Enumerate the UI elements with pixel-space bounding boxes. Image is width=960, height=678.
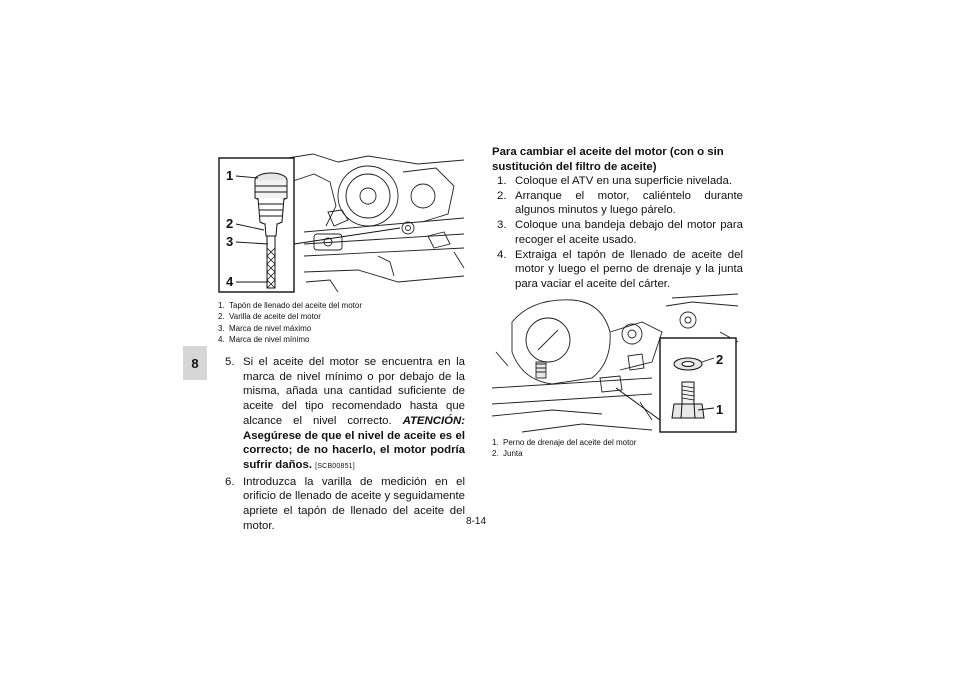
caption-item: 2. Varilla de aceite del motor xyxy=(218,312,321,322)
attention-text: Asegúrese de que el nivel de aceite es el correcto; de no hacerlo, el motor podría sufrir daños. xyxy=(243,429,465,471)
figure1-captions xyxy=(218,300,468,345)
callout-2: 2 xyxy=(716,352,724,367)
caption-item: 1. Perno de drenaje del aceite del motor xyxy=(492,438,637,447)
callout-1: 1 xyxy=(716,402,724,417)
attention-label: ATENCIÓN: xyxy=(402,414,466,427)
page-number: 8-14 xyxy=(466,516,487,527)
callout-2: 2 xyxy=(226,216,234,231)
callout-1: 1 xyxy=(226,168,234,183)
step-1: 1. Coloque el ATV en una superficie nivelada. xyxy=(497,175,732,187)
chapter-tab: 8 xyxy=(183,346,207,380)
caption-item: 1. Tapón de llenado del aceite del motor xyxy=(218,301,362,310)
caption-item: 4. Marca de nivel mínimo xyxy=(218,334,310,344)
dipstick xyxy=(267,236,275,288)
engine-background xyxy=(288,154,464,292)
dipstick-drawing xyxy=(218,152,468,294)
step-3: 3. Coloque una bandeja debajo del motor para recoger el aceite usado. xyxy=(497,219,743,246)
callout-3: 3 xyxy=(226,234,234,249)
figure2-captions xyxy=(492,437,742,460)
step-5: 5. Si el aceite del motor se encuentra en la marca de nivel mínimo o por debajo de la misma, añada una cantidad suficiente de aceite del tipo recomendado hasta que alcance el nivel correcto. ATENCIÓN: Asegúrese de que el nivel de aceite es el correcto; de no hacerlo, el motor podría sufrir daños. [SCB00851] xyxy=(225,356,466,471)
section-heading: Para cambiar el aceite del motor (con o sin sustitución del filtro de aceite) xyxy=(492,146,724,173)
drain-bolt-drawing xyxy=(492,292,742,434)
drain-bolt-illustration xyxy=(492,292,742,434)
step-4: 4. Extraiga el tapón de llenado de aceite del motor y luego el perno de drenaje y la junta para vaciar el aceite del cárter. xyxy=(497,248,743,290)
left-steps xyxy=(225,355,465,533)
step-2: 2. Arranque el motor, caliéntelo durante algunos minutos y luego párelo. xyxy=(497,189,743,217)
caption-item: 3. Marca de nivel máximo xyxy=(218,323,312,333)
gasket xyxy=(674,358,702,370)
dipstick-illustration xyxy=(218,152,468,294)
step-6: 6. Introduzca la varilla de medición en el orificio de llenado de aceite y seguidamente apriete el tapón de llenado del aceite del motor. xyxy=(225,475,465,532)
right-steps xyxy=(497,174,743,292)
caption-item: 2. Junta xyxy=(492,449,523,459)
callout-4: 4 xyxy=(226,274,234,289)
reference-code: [SCB00851] xyxy=(315,462,355,470)
